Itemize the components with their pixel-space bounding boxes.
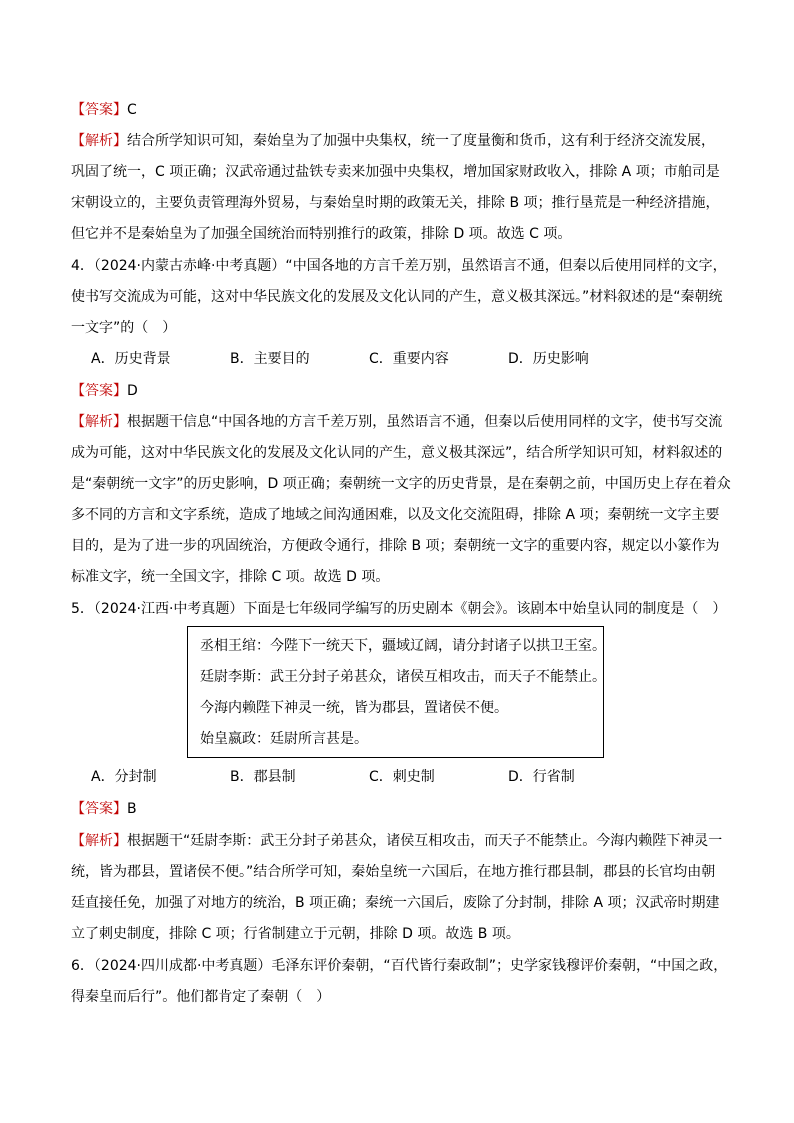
answer-label: 【答案】	[71, 102, 127, 118]
question-5-options	[71, 762, 723, 793]
explanation-line: 根据题干“廷尉李斯：武王分封子弟甚众，诸侯互相攻击，而天子不能禁止。今海内赖陛下神灵一	[127, 833, 723, 849]
answer-5	[71, 794, 723, 825]
script-line: 廷尉李斯：武王分封子弟甚众，诸侯互相攻击，而天子不能禁止。	[200, 669, 606, 685]
answer-value: B	[127, 801, 137, 817]
question-line: 一文字”的（ ）	[71, 320, 177, 336]
explanation-line: 标准文字，统一全国文字，排除 C 项。故选 D 项。	[71, 569, 390, 585]
option-a: A．历史背景	[91, 351, 171, 367]
question-line: 使书写交流成为可能，这对中华民族文化的发展及文化认同的产生，意义极其深远。”材料叙述的是“秦朝统	[71, 289, 723, 305]
question-4	[71, 251, 727, 375]
explanation-line: 是“秦朝统一文字”的历史影响，D 项正确；秦朝统一文字的历史背景，是在秦朝之前，中国历史上存在着众	[71, 476, 731, 492]
explanation-label: 【解析】	[71, 833, 127, 849]
script-excerpt-box	[187, 626, 604, 758]
explanation-label: 【解析】	[71, 414, 127, 430]
option-c: C．刺史制	[369, 769, 435, 785]
explanation-5	[71, 826, 723, 950]
question-line: 5．（2024·江西·中考真题）下面是七年级同学编写的历史剧本《朝会》。该剧本中始皇认同的制度是（ ）	[71, 601, 727, 617]
explanation-line: 目的，是为了进一步的巩固统治，方便政令通行，排除 B 项；秦朝统一文字的重要内容，规定以小篆作为	[71, 538, 720, 554]
explanation-label: 【解析】	[71, 133, 127, 149]
explanation-line: 宋朝设立的，主要负责管理海外贸易，与秦始皇时期的政策无关，排除 B 项；推行垦荒是一种经济措施，	[71, 195, 720, 211]
explanation-line: 根据题干信息“中国各地的方言千差万别，虽然语言不通，但秦以后使用同样的文字，使书写交流	[127, 414, 723, 430]
question-5	[71, 594, 727, 625]
answer-label: 【答案】	[71, 383, 127, 399]
explanation-4	[71, 407, 731, 593]
answer-value: C	[127, 102, 137, 118]
option-d: D．行省制	[508, 769, 575, 785]
option-c: C．重要内容	[369, 351, 449, 367]
explanation-line: 巩固了统一，C 项正确；汉武帝通过盐铁专卖来加强中央集权，增加国家财政收入，排除 A 项；市舶司是	[71, 164, 720, 180]
answer-value: D	[127, 383, 138, 399]
options	[71, 344, 723, 375]
question-line: 6．（2024·四川成都·中考真题）毛泽东评价秦朝，“百代皆行秦政制”；史学家钱穆评价秦朝，“中国之政，	[71, 958, 728, 974]
option-b: B．郡县制	[230, 769, 296, 785]
explanation-line: 结合所学知识可知，秦始皇为了加强中央集权，统一了度量衡和货币，这有利于经济交流发展，	[127, 133, 715, 149]
explanation-line: 统，皆为郡县，置诸侯不便。”结合所学可知，秦始皇统一六国后，在地方推行郡县制，郡县的长官均由朝	[71, 864, 716, 880]
script-line: 始皇嬴政：廷尉所言甚是。	[200, 731, 368, 747]
option-a: A．分封制	[91, 769, 157, 785]
option-b: B．主要目的	[230, 351, 310, 367]
answer-4	[71, 376, 723, 407]
script-line: 今海内赖陛下神灵一统，皆为郡县，置诸侯不便。	[200, 700, 508, 716]
answer-3	[71, 95, 723, 126]
explanation-line: 多不同的方言和文字系统，造成了地域之间沟通困难，以及文化交流阻碍，排除 A 项；秦朝统一文字主要	[71, 507, 720, 523]
option-d: D．历史影响	[508, 351, 589, 367]
script-line: 丞相王绾：今陛下一统天下，疆域辽阔，请分封诸子以拱卫王室。	[200, 638, 606, 654]
answer-label: 【答案】	[71, 801, 127, 817]
question-line: 得秦皇而后行”。他们都肯定了秦朝（ ）	[71, 989, 331, 1005]
explanation-line: 立了刺史制度，排除 C 项；行省制建立于元朝，排除 D 项。故选 B 项。	[71, 926, 520, 942]
explanation-line: 廷直接任免，加强了对地方的统治，B 项正确；秦统一六国后，废除了分封制，排除 A 项；汉武帝时期建	[71, 895, 720, 911]
explanation-3	[71, 126, 723, 250]
options	[71, 762, 723, 793]
question-line: 4．（2024·内蒙古赤峰·中考真题）“中国各地的方言千差万别，虽然语言不通，但秦以后使用同样的文字，	[71, 258, 727, 274]
explanation-line: 成为可能，这对中华民族文化的发展及文化认同的产生，意义极其深远”，结合所学知识可知，材料叙述的	[71, 445, 723, 461]
explanation-line: 但它并不是秦始皇为了加强全国统治而特别推行的政策，排除 D 项。故选 C 项。	[71, 226, 572, 242]
question-6	[71, 951, 728, 1013]
